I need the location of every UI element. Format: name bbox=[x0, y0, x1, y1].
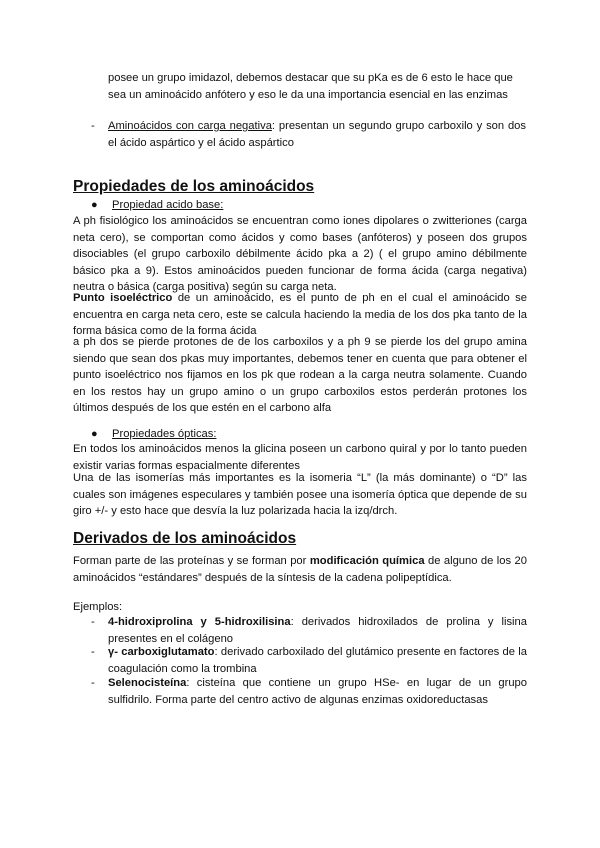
example-bullet-3: - bbox=[91, 677, 95, 689]
example-3-text: : cisteína que contiene un grupo HSe- en lugar de un grupo sulfidrilo. Forma parte del centro activo de algunas enzimas oxidoreductasas bbox=[108, 677, 527, 706]
intro-line-2: sea un aminoácido anfótero y eso le da una importancia esencial en las enzimas bbox=[108, 89, 508, 101]
acidic-label: Aminoácidos con carga negativa bbox=[108, 120, 272, 132]
example-item-3 bbox=[108, 675, 527, 708]
derivatives-intro-a: Forman parte de las proteínas y se forman por bbox=[73, 555, 310, 567]
example-2-text: : derivado carboxilado del glutámico presente en factores de la coagulación como la trombina bbox=[108, 646, 527, 675]
examples-label: Ejemplos: bbox=[73, 601, 123, 613]
derivatives-intro-bold: modificación química bbox=[309, 555, 425, 567]
section-title-properties: Propiedades de los aminoácidos bbox=[73, 178, 315, 195]
example-item-1 bbox=[108, 614, 527, 647]
example-bullet-1: - bbox=[91, 616, 95, 628]
isoelectric-label: Punto isoeléctrico bbox=[73, 292, 173, 304]
paragraph-isoelectric bbox=[73, 290, 527, 340]
intro-line-1: posee un grupo imidazol, debemos destacar que su pKa es de 6 esto le hace que bbox=[108, 72, 513, 84]
paragraph-isomers: Una de las isomerías más importantes es la isomeria “L” (la más dominante) o “D” las cuales son imágenes especulares y también posee una isomería óptica que depende de su giro +/- y esto hace que desvía la luz polarizada hacia la izq/drch. bbox=[73, 472, 527, 517]
section-title-derivatives: Derivados de los aminoácidos bbox=[73, 530, 297, 547]
paragraph-chiral: En todos los aminoácidos menos la glicina poseen un carbono quiral y por lo tanto pueden existir varias formas espacialmente diferentes bbox=[73, 443, 527, 472]
derivatives-intro-b: de alguno de los 20 aminoácidos “estándares” después de la síntesis de la cadena polipeptídica. bbox=[73, 555, 527, 584]
acidic-bullet: - bbox=[91, 120, 95, 132]
acidic-text: : presentan un segundo grupo carboxilo y son dos el ácido aspártico y el ácido aspártico bbox=[108, 120, 526, 149]
example-2-term: γ- carboxiglutamato bbox=[108, 646, 215, 658]
subheading-acid-base: Propiedad acido base: bbox=[112, 199, 224, 211]
example-1-text: : derivados hidroxilados de prolina y lisina presentes en el colágeno bbox=[108, 616, 527, 645]
example-1-term: 4-hidroxiprolina y 5-hidroxilisina bbox=[108, 616, 291, 628]
subheading-optical: Propiedades ópticas: bbox=[112, 428, 217, 440]
paragraph-protons: a ph dos se pierde protones de de los carboxilos y a ph 9 se pierde los del grupo amina siendo que sean dos pkas muy importantes, debemos tener en cuenta que para obtener el punto isoeléctrico nos fijamos en los pk que rodean a la carga neutra solamente. Cuando en los restos hay un grupo amino o un grupo carboxilos estos perderán protones los últimos después de los que estén en el carbono alfa bbox=[73, 336, 527, 414]
paragraph-acid-base: A ph fisiológico los aminoácidos se encuentran como iones dipolares o zwitteriones (carga neta cero), se comportan como ácidos y como bases (anfóteros) y poseen dos grupos disociables (el grupo carboxilo débilmente ácido pka a 2) ( el grupo amino débilmente básico pka a 9). Estos aminoácidos pueden funcionar de forma ácida (carga negativa) neutra o básica (carga positiva) según su carga neta. bbox=[73, 215, 527, 293]
example-item-2 bbox=[108, 644, 527, 677]
example-3-term: Selenocisteína bbox=[108, 677, 187, 689]
paragraph-derivatives-intro bbox=[73, 553, 527, 586]
example-bullet-2: - bbox=[91, 646, 95, 658]
acidic-item bbox=[108, 118, 526, 151]
bullet-dot-2: ● bbox=[91, 428, 98, 440]
bullet-dot-1: ● bbox=[91, 199, 98, 211]
isoelectric-text: de un aminoácido, es el punto de ph en el cual el aminoácido se encuentra en carga neta cero, este se calcula haciendo la media de los dos pka tanto de la forma básica como de la forma ácida bbox=[73, 292, 527, 337]
